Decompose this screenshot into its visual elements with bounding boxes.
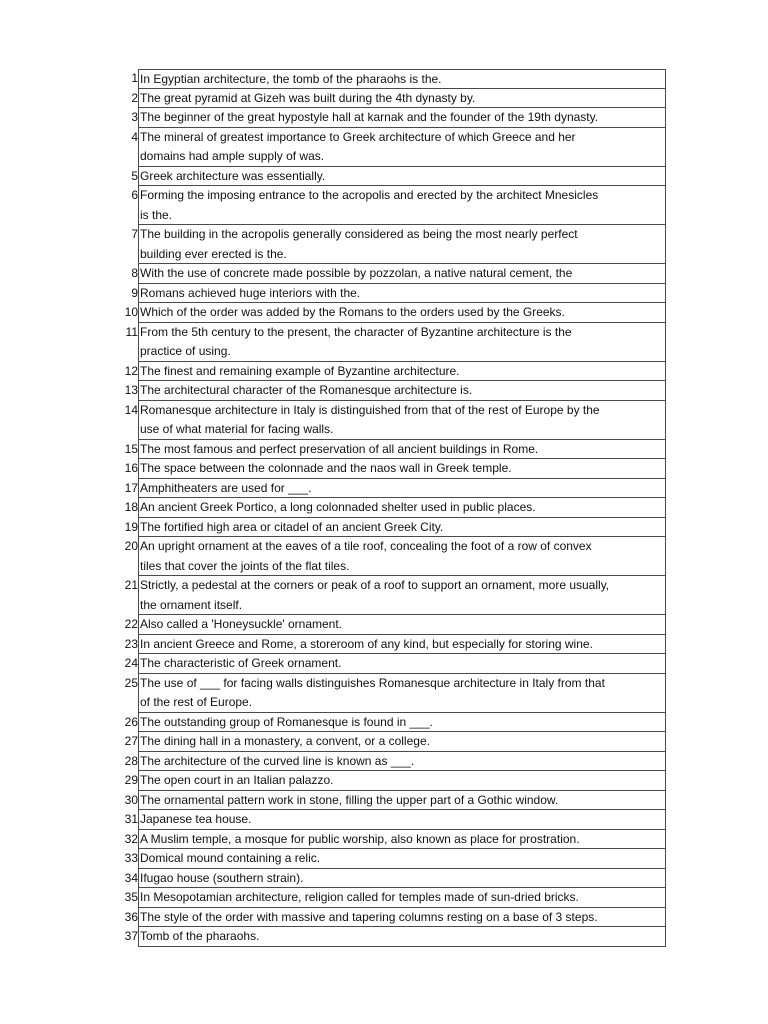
questions-table bbox=[120, 69, 666, 947]
row-number: 26 bbox=[124, 714, 138, 729]
question-text-line: Romanesque architecture in Italy is distinguished from that of the rest of Europe by the bbox=[140, 402, 600, 417]
question-text-line: Ifugao house (southern strain). bbox=[140, 870, 304, 885]
question-cell bbox=[138, 869, 666, 889]
row-number: 25 bbox=[124, 675, 138, 690]
question-cell bbox=[138, 89, 666, 109]
question-cell bbox=[138, 635, 666, 655]
table-row bbox=[120, 810, 666, 830]
table-row bbox=[120, 303, 666, 323]
question-text-line: Also called a 'Honeysuckle' ornament. bbox=[140, 617, 343, 631]
question-cell bbox=[138, 908, 666, 928]
row-number: 27 bbox=[124, 734, 138, 748]
question-text-line: of the rest of Europe. bbox=[140, 695, 253, 709]
row-number: 23 bbox=[124, 636, 138, 651]
question-cell bbox=[138, 752, 666, 772]
row-number: 37 bbox=[124, 929, 138, 943]
question-cell bbox=[138, 830, 666, 850]
question-cell bbox=[138, 69, 666, 89]
row-number: 22 bbox=[124, 617, 138, 631]
question-text-line: Forming the imposing entrance to the acropolis and erected by the architect Mnesicles bbox=[140, 188, 599, 202]
question-text-line: The finest and remaining example of Byzantine architecture. bbox=[140, 363, 460, 378]
table-row bbox=[120, 830, 666, 850]
row-number: 24 bbox=[124, 656, 138, 670]
row-number: 4 bbox=[131, 129, 138, 144]
question-text-line: The space between the colonnade and the naos wall in Greek temple. bbox=[140, 461, 512, 475]
question-text-line: The most famous and perfect preservation of all ancient buildings in Rome. bbox=[140, 441, 539, 456]
question-text-line: The great pyramid at Gizeh was built during the 4th dynasty by. bbox=[140, 90, 476, 105]
question-text-line: Romans achieved huge interiors with the. bbox=[140, 285, 361, 300]
question-cell bbox=[138, 264, 666, 284]
table-row bbox=[120, 225, 666, 264]
question-text-line: In ancient Greece and Rome, a storeroom of any kind, but especially for storing wine. bbox=[140, 636, 593, 651]
table-row bbox=[120, 732, 666, 752]
row-number: 34 bbox=[124, 870, 138, 885]
question-text-line: Japanese tea house. bbox=[140, 812, 252, 826]
table-row bbox=[120, 713, 666, 733]
question-text-line: With the use of concrete made possible by pozzolan, a native natural cement, the bbox=[140, 266, 573, 280]
question-text-line: building ever erected is the. bbox=[140, 246, 287, 261]
question-text-line: Which of the order was added by the Romans to the orders used by the Greeks. bbox=[140, 305, 565, 319]
question-text-line: The mineral of greatest importance to Greek architecture of which Greece and her bbox=[140, 129, 576, 144]
table-row bbox=[120, 459, 666, 479]
table-row bbox=[120, 323, 666, 362]
question-text-line: Tomb of the pharaohs. bbox=[140, 929, 260, 943]
question-text-line: use of what material for facing walls. bbox=[140, 422, 334, 436]
question-cell bbox=[138, 771, 666, 791]
table-row bbox=[120, 849, 666, 869]
question-text-line: The use of ___ for facing walls distinguishes Romanesque architecture in Italy from that bbox=[140, 675, 605, 690]
row-number: 2 bbox=[131, 90, 138, 105]
question-text-line: A Muslim temple, a mosque for public worship, also known as place for prostration. bbox=[140, 831, 580, 846]
row-number: 19 bbox=[124, 519, 138, 534]
table-row bbox=[120, 869, 666, 889]
question-cell bbox=[138, 459, 666, 479]
question-cell bbox=[138, 303, 666, 323]
table-row bbox=[120, 791, 666, 811]
question-cell bbox=[138, 615, 666, 635]
row-number: 29 bbox=[124, 773, 138, 787]
question-text-line: The architectural character of the Romanesque architecture is. bbox=[140, 383, 473, 397]
question-cell bbox=[138, 849, 666, 869]
row-number: 21 bbox=[124, 578, 138, 592]
question-text-line: Domical mound containing a relic. bbox=[140, 851, 321, 865]
question-cell bbox=[138, 888, 666, 908]
question-cell bbox=[138, 518, 666, 538]
table-row bbox=[120, 518, 666, 538]
question-cell bbox=[138, 732, 666, 752]
question-text-line: The beginner of the great hypostyle hall at karnak and the founder of the 19th dynasty. bbox=[140, 110, 599, 124]
question-cell bbox=[138, 381, 666, 401]
question-cell bbox=[138, 537, 666, 576]
table-row bbox=[120, 128, 666, 167]
question-text-line: domains had ample supply of was. bbox=[140, 149, 325, 163]
row-number: 16 bbox=[124, 461, 138, 475]
question-text-line: Greek architecture was essentially. bbox=[140, 168, 326, 183]
row-number: 11 bbox=[125, 324, 138, 339]
table-row bbox=[120, 108, 666, 128]
question-text-line: An upright ornament at the eaves of a tile roof, concealing the foot of a row of convex bbox=[140, 539, 592, 553]
question-cell bbox=[138, 128, 666, 167]
question-cell bbox=[138, 713, 666, 733]
table-row bbox=[120, 381, 666, 401]
row-number: 20 bbox=[124, 539, 138, 553]
table-row bbox=[120, 264, 666, 284]
question-text-line: The style of the order with massive and tapering columns resting on a base of 3 steps. bbox=[140, 909, 598, 924]
question-cell bbox=[138, 576, 666, 615]
row-number: 17 bbox=[124, 480, 138, 495]
table-row bbox=[120, 479, 666, 499]
question-cell bbox=[138, 654, 666, 674]
table-row bbox=[120, 771, 666, 791]
row-number: 15 bbox=[124, 441, 138, 456]
row-number: 5 bbox=[131, 168, 138, 183]
table-row bbox=[120, 576, 666, 615]
table-row bbox=[120, 654, 666, 674]
question-text-line: From the 5th century to the present, the character of Byzantine architecture is the bbox=[140, 324, 572, 339]
row-number: 36 bbox=[124, 909, 138, 924]
table-row bbox=[120, 284, 666, 304]
row-number: 31 bbox=[124, 812, 138, 826]
question-text-line: The ornamental pattern work in stone, filling the upper part of a Gothic window. bbox=[140, 792, 559, 807]
table-row bbox=[120, 927, 666, 947]
row-number: 3 bbox=[131, 110, 138, 124]
table-row bbox=[120, 362, 666, 382]
row-number: 13 bbox=[124, 383, 138, 397]
question-text-line: The building in the acropolis generally considered as being the most nearly perfect bbox=[140, 227, 578, 241]
row-number: 6 bbox=[131, 188, 138, 202]
question-cell bbox=[138, 674, 666, 713]
question-cell bbox=[138, 791, 666, 811]
table-row bbox=[120, 537, 666, 576]
question-text-line: tiles that cover the joints of the flat tiles. bbox=[140, 558, 350, 573]
table-row bbox=[120, 401, 666, 440]
table-row bbox=[120, 752, 666, 772]
question-text-line: An ancient Greek Portico, a long colonnaded shelter used in public places. bbox=[140, 500, 536, 514]
table-row bbox=[120, 498, 666, 518]
question-text-line: The outstanding group of Romanesque is found in ___. bbox=[140, 714, 433, 729]
question-cell bbox=[138, 927, 666, 947]
question-text-line: In Egyptian architecture, the tomb of the pharaohs is the. bbox=[140, 72, 442, 86]
question-text-line: In Mesopotamian architecture, religion called for temples made of sun-dried bricks. bbox=[140, 890, 579, 904]
row-number: 12 bbox=[124, 363, 138, 378]
question-cell bbox=[138, 440, 666, 460]
question-cell bbox=[138, 479, 666, 499]
row-number: 33 bbox=[124, 851, 138, 865]
question-text-line: The dining hall in a monastery, a convent, or a college. bbox=[140, 734, 430, 748]
question-cell bbox=[138, 810, 666, 830]
row-number: 8 bbox=[131, 266, 138, 280]
table-row bbox=[120, 167, 666, 187]
question-cell bbox=[138, 225, 666, 264]
row-number: 30 bbox=[124, 792, 138, 807]
row-number: 14 bbox=[124, 402, 138, 417]
question-text-line: Amphitheaters are used for ___. bbox=[140, 480, 312, 495]
table-row bbox=[120, 674, 666, 713]
question-cell bbox=[138, 108, 666, 128]
table-row bbox=[120, 186, 666, 225]
question-cell bbox=[138, 284, 666, 304]
row-number: 1 bbox=[131, 71, 138, 85]
row-number: 10 bbox=[124, 305, 138, 319]
question-cell bbox=[138, 498, 666, 518]
question-text-line: The open court in an Italian palazzo. bbox=[140, 773, 334, 787]
question-text-line: the ornament itself. bbox=[140, 597, 243, 612]
table-row bbox=[120, 440, 666, 460]
row-number: 18 bbox=[124, 500, 138, 514]
question-text-line: is the. bbox=[140, 207, 173, 222]
row-number: 9 bbox=[131, 285, 138, 300]
row-number: 35 bbox=[124, 890, 138, 904]
question-text-line: Strictly, a pedestal at the corners or peak of a roof to support an ornament, more usually, bbox=[140, 578, 610, 592]
table-row bbox=[120, 615, 666, 635]
question-text-line: The characteristic of Greek ornament. bbox=[140, 656, 342, 670]
table-row bbox=[120, 635, 666, 655]
table-row bbox=[120, 89, 666, 109]
question-text-line: The architecture of the curved line is known as ___. bbox=[140, 753, 415, 768]
question-text-line: practice of using. bbox=[140, 344, 231, 358]
table-row bbox=[120, 908, 666, 928]
question-cell bbox=[138, 167, 666, 187]
question-text-line: The fortified high area or citadel of an ancient Greek City. bbox=[140, 519, 444, 534]
question-cell bbox=[138, 401, 666, 440]
table-row bbox=[120, 888, 666, 908]
row-number: 7 bbox=[131, 227, 138, 241]
question-cell bbox=[138, 362, 666, 382]
row-number: 32 bbox=[124, 831, 138, 846]
row-number: 28 bbox=[124, 753, 138, 768]
table-row bbox=[120, 69, 666, 89]
question-cell bbox=[138, 186, 666, 225]
question-cell bbox=[138, 323, 666, 362]
